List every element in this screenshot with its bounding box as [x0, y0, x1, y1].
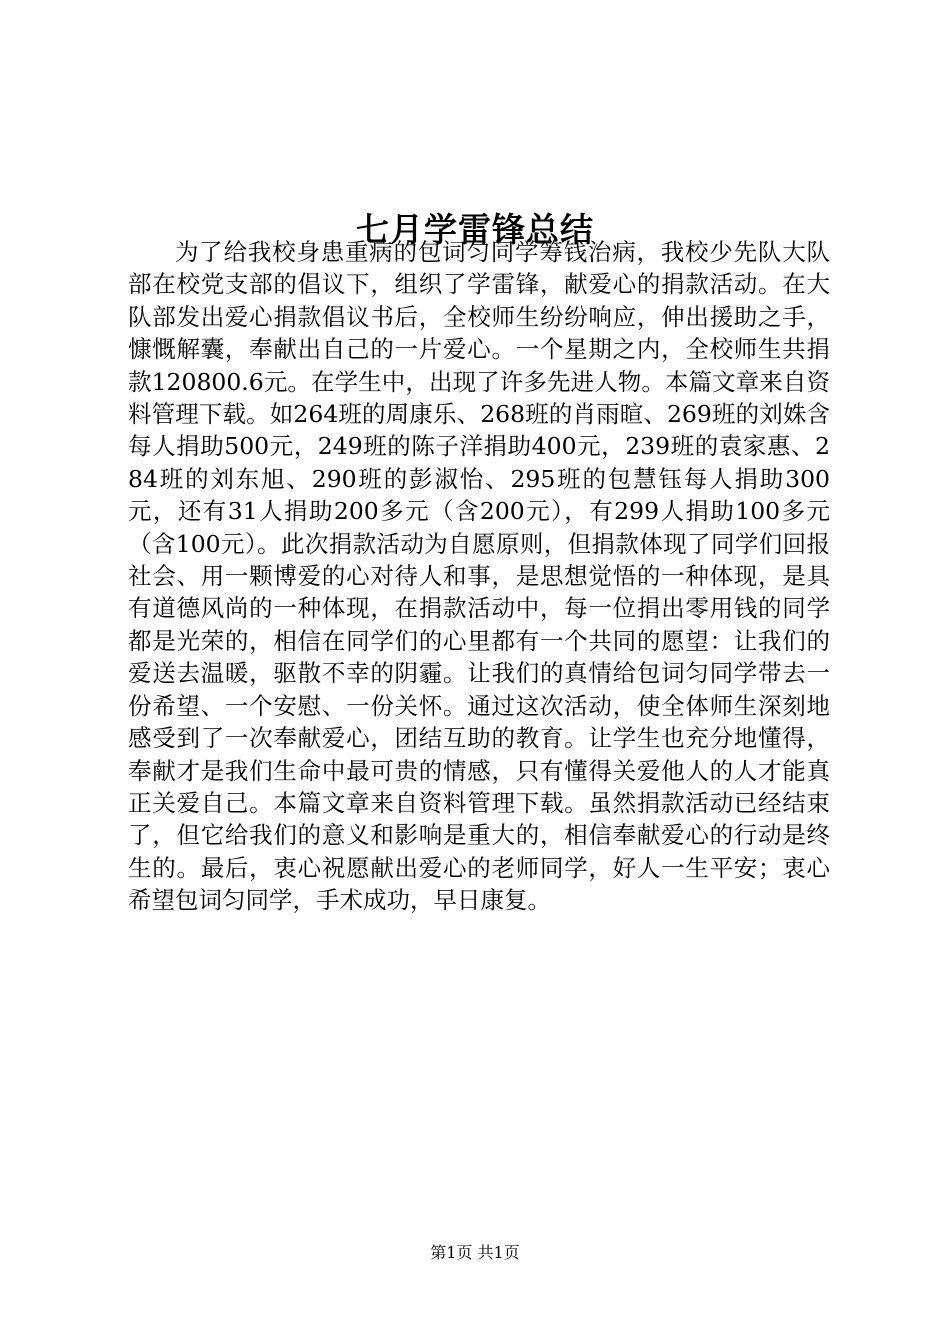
page-title: 七月学雷锋总结 — [356, 210, 594, 250]
body-paragraph: 为了给我校身患重病的包词匀同学筹钱治病，我校少先队大队部在校党支部的倡议下，组织了学雷锋，献爱心的捐款活动。在大队部发出爱心捐款倡议书后，全校师生纷纷响应，伸出援助之手，慷慨解囊，奉献出自己的一片爱心。一个星期之内，全校师生共捐款120800.6元。在学生中，出现了许多先进人物。本篇文章来自资料管理下载。如264班的周康乐、268班的肖雨暄、269班的刘姝含每人捐助500元，249班的陈子洋捐助400元，239班的袁家惠、284班的刘东旭、290班的彭淑怡、295班的包慧钰每人捐助300元，还有31人捐助200多元（含200元），有299人捐助100多元（含100元）。此次捐款活动为自愿原则，但捐款体现了同学们回报社会、用一颗博爱的心对待人和事，是思想觉悟的一种体现，是具有道德风尚的一种体现，在捐款活动中，每一位捐出零用钱的同学都是光荣的，相信在同学们的心里都有一个共同的愿望：让我们的爱送去温暖，驱散不幸的阴霾。让我们的真情给包词匀同学带去一份希望、一个安慰、一份关怀。通过这次活动，使全体师生深刻地感受到了一次奉献爱心，团结互助的教育。让学生也充分地懂得，奉献才是我们生命中最可贵的情感，只有懂得关爱他人的人才能真正关爱自己。本篇文章来自资料管理下载。虽然捐款活动已经结束了，但它给我们的意义和影响是重大的，相信奉献爱心的行动是终生的。最后，衷心祝愿献出爱心的老师同学，好人一生平安；衷心希望包词匀同学，手术成功，早日康复。 — [128, 238, 830, 915]
page-footer: 第1页 共1页 — [430, 1243, 520, 1262]
